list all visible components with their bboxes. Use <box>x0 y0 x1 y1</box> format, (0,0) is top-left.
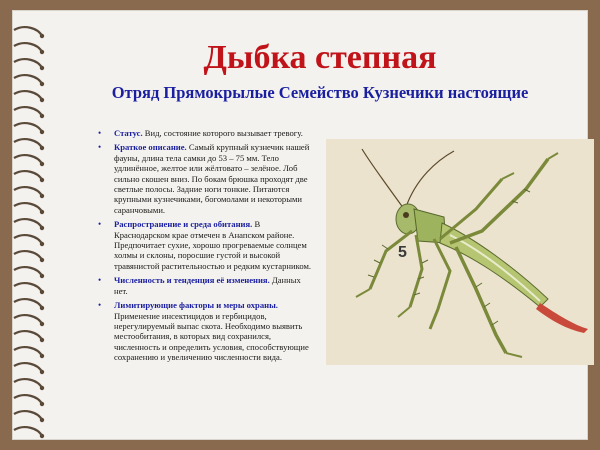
spiral-binding <box>12 24 52 444</box>
section-text: Самый крупный кузнечик нашей фауны, длина тела самки до 53 – 75 мм. Тело удлинённое, желтое или жёлтовато – зелёное. Лоб сильно скошен вниз. По бокам брюшка проходят две светлые полосы. Задние ноги тонкие. Питаются крупными кузнечиками, богомолами и некоторыми саранчовыми. <box>114 142 310 215</box>
section-text: Данных нет. <box>114 275 301 296</box>
bullet-icon: • <box>98 219 102 230</box>
spiral-ring <box>14 427 42 436</box>
spiral-ring <box>14 91 42 100</box>
section-text: Применение инсектицидов и гербицидов, нерегулируемый выпас скота. Необходимо выявить местообитания, в которых вид сохранился, численность и определить условия, способствующие сохранению и увеличению численности вида. <box>114 310 309 363</box>
spiral-ring <box>14 139 42 148</box>
spiral-ring <box>14 187 42 196</box>
spiral-ring <box>14 363 42 372</box>
list-item-distribution <box>96 219 314 271</box>
spiral-ring <box>14 43 42 52</box>
bullet-icon: • <box>98 128 102 138</box>
list-item-factors <box>96 300 314 362</box>
spiral-ring <box>14 267 42 276</box>
bullet-icon: • <box>98 300 102 311</box>
spiral-ring <box>14 155 42 164</box>
spiral-ring <box>14 171 42 180</box>
list-item-abundance <box>96 275 314 296</box>
info-list <box>96 128 314 367</box>
grasshopper-drawing <box>326 139 594 365</box>
spiral-ring <box>14 251 42 260</box>
page-subtitle: Отряд Прямокрылые Семейство Кузнечики настоящие <box>111 83 529 102</box>
section-heading: Распространение и среда обитания. <box>114 219 253 230</box>
spiral-ring <box>14 235 42 244</box>
spiral-ring <box>14 411 42 420</box>
spiral-ring <box>14 315 42 324</box>
spiral-ring <box>14 395 42 404</box>
spiral-ring <box>14 219 42 228</box>
section-heading: Краткое описание. <box>114 142 187 153</box>
section-heading: Численность и тенденция её изменения. <box>114 275 270 286</box>
list-item-status <box>96 128 314 138</box>
spiral-ring <box>14 331 42 340</box>
spiral-ring <box>14 283 42 292</box>
spiral-ring <box>14 379 42 388</box>
slide-paper <box>12 10 588 440</box>
section-heading: Лимитирующие факторы и меры охраны. <box>114 300 278 311</box>
spiral-ring <box>14 299 42 308</box>
section-text: В Краснодарском крае отмечен в Анапском районе. Предпочитает сухие, хорошо прогреваемые солнцем холмы и склоны, поросшие густой и высокой травянистой растительностью и редким кустарником. <box>114 219 312 271</box>
page-title: Дыбка степная <box>203 39 437 76</box>
bullet-icon: • <box>98 275 102 286</box>
spiral-ring <box>14 123 42 132</box>
spiral-ring <box>14 107 42 116</box>
spiral-ring <box>14 347 42 356</box>
list-item-description <box>96 142 314 215</box>
section-heading: Статус. <box>114 128 143 138</box>
spiral-ring <box>14 27 42 36</box>
spiral-ring <box>14 203 42 212</box>
bullet-icon: • <box>98 142 102 153</box>
figure-label: 5 <box>398 244 407 261</box>
insect-illustration <box>326 139 594 365</box>
section-text: Вид, состояние которого вызывает тревогу. <box>142 128 303 138</box>
spiral-ring <box>14 59 42 68</box>
spiral-ring <box>14 75 42 84</box>
